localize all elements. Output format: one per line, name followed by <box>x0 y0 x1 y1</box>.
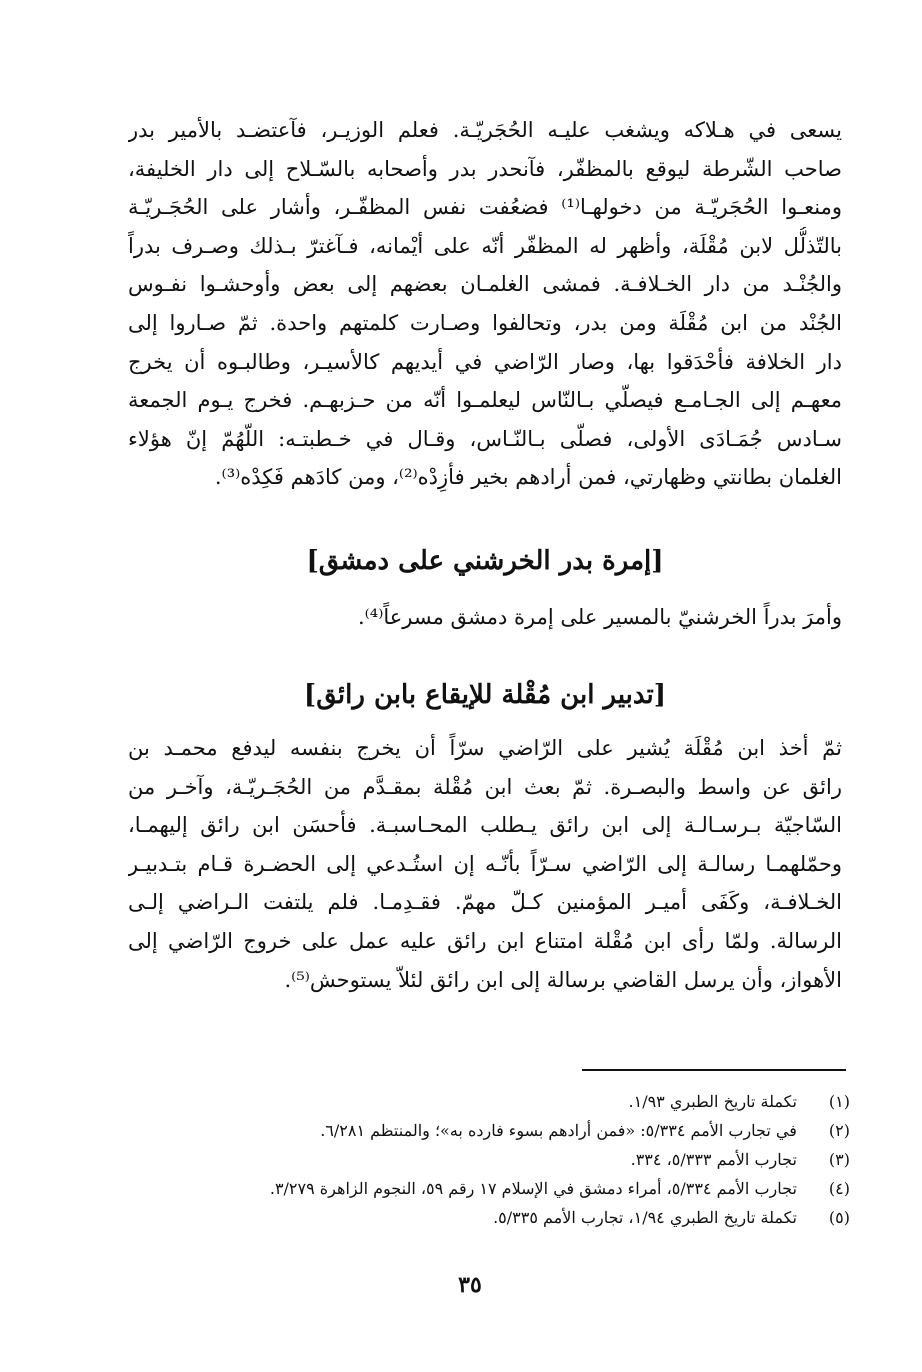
text-line: صاحب الشّرطة ليوقع بالمظفّر، فآنحدر بدر وأصحابه بالسّـلاح إلى دار الخليفة، <box>128 156 842 181</box>
footnote <box>160 1117 850 1144</box>
footnote-number: (٤) <box>828 1179 850 1198</box>
paragraph-2 <box>128 598 842 637</box>
footnote <box>160 1088 850 1115</box>
page-number: ٣٥ <box>458 1272 482 1298</box>
text-line: وأمرَ بدراً الخرشنيّ بالمسير على إمرة دمشق مسرعاً⁽⁴⁾. <box>357 605 842 629</box>
footnote-text: تجارب الأمم ٥/٣٣٣، ٣٣٤. <box>630 1150 797 1169</box>
footnote-number: (٥) <box>828 1208 850 1227</box>
text-line: والجُنْـد من دار الخـلافـة. فمشى الغلمـان بعضهم إلى بعض وأوحشـوا نفـوس <box>128 272 842 297</box>
text-line: الجُنْد من ابن مُقْلَة ومن بدر، وتحالفوا وصـارت كلمتهم واحدة. ثمّ صـاروا إلى <box>128 310 842 335</box>
text-line: يسعى في هـلاكه ويشغب عليـه الحُجَريّـة. فعلم الوزيـر، فآعتضـد بالأمير بدر <box>128 118 842 142</box>
paragraph-1 <box>128 111 842 497</box>
footnote-text: تكملة تاريخ الطبري ١/٩٤، تجارب الأمم ٥/٣٣٥. <box>493 1208 797 1227</box>
footnote-number: (٣) <box>828 1150 850 1169</box>
footnote-divider <box>582 1069 846 1071</box>
paragraph-3 <box>128 729 842 999</box>
text-line: الأهواز، وأن يرسل القاضي برسالة إلى ابن رائق لئلاّ يستوحش⁽⁵⁾. <box>284 967 842 992</box>
footnote-text: تجارب الأمم ٥/٣٣٤، أمراء دمشق في الإسلام ١٧ رقم ٥٩، النجوم الزاهرة ٣/٢٧٩. <box>269 1179 797 1198</box>
footnote-number: (١) <box>828 1092 850 1111</box>
section-heading-2: [تدبير ابن مُقْلة للإيقاع بابن رائق] <box>303 680 667 710</box>
text-line: بالتّذلُّل لابن مُقْلَة، وأظهر له المظفّر أنّه على أيْمانه، فـآغترّ بـذلك وصـرف بدراً <box>128 233 842 258</box>
text-line: رائق عن واسط والبصـرة. ثمّ بعث ابن مُقْلة بمقـدَّم من الحُجَـريّـة، وآخـر من <box>128 774 842 799</box>
text-line: الرسالة. ولمّا رأى ابن مُقْلة امتناع ابن رائق عليه عمل على خروج الرّاضي إلى <box>128 928 842 953</box>
footnote-text: تكملة تاريخ الطبري ١/٩٣. <box>628 1092 797 1111</box>
text-line: دار الخلافة فأحْدَقوا بها، وصار الرّاضي في أيديهم كالأسيـر، وطالبـوه أن يخرج <box>128 349 842 374</box>
text-line: وحمّلهمـا رسالـة إلى الرّاضي سـرّاً بأنّـه إن استُـدعي إلى الحضـرة قـام بتـدبيـر <box>128 851 842 876</box>
footnote <box>160 1204 850 1231</box>
footnote <box>160 1175 850 1202</box>
text-line: ثمّ أخذ ابن مُقْلَة يُشير على الرّاضي سرّاً أن يخرج بنفسه ليدفع محمـد بن <box>128 736 842 760</box>
text-line: معهـم إلى الجـامـع فيصلّي بـالنّاس ليعلمـوا أنّه من حـزبهـم. فخرج يـوم الجمعة <box>128 388 842 413</box>
text-line: ومنعـوا الحُجَريّـة من دخولهـا⁽¹⁾ فضعُفت نفس المظفّـر، وأشار على الحُجَـريّـة <box>128 195 842 220</box>
section-heading-1: [إمرة بدر الخرشني على دمشق] <box>306 546 664 576</box>
footnote-number: (٢) <box>828 1121 850 1140</box>
text-line: السّاجيّة بـرسـالـة إلى ابن رائق يـطلب المحـاسبـة. فأحسَن ابن رائق إليهمـا، <box>128 813 842 838</box>
text-line: سـادس جُمَـادَى الأولى، فصلّى بـالنّـاس، وقـال في خـطبتـه: اللّهُمّ إنّ هؤلاء <box>128 426 842 451</box>
footnote-text: في تجارب الأمم ٥/٣٣٤: «فمن أرادهم بسوء فارده به»؛ والمنتظم ٦/٢٨١. <box>320 1121 797 1140</box>
text-line: الغلمان بطانتي وظهارتي، فمن أرادهم بخير فأزِدْه⁽²⁾، ومن كادَهم فَكِدْه⁽³⁾. <box>214 465 842 490</box>
footnote <box>160 1146 850 1173</box>
text-line: الخـلافـة، وكَفَى أميـر المؤمنين كـلّ مهمّ. فقـدِمـا. فلم يلتفت الـراضي إلـى <box>128 890 842 915</box>
